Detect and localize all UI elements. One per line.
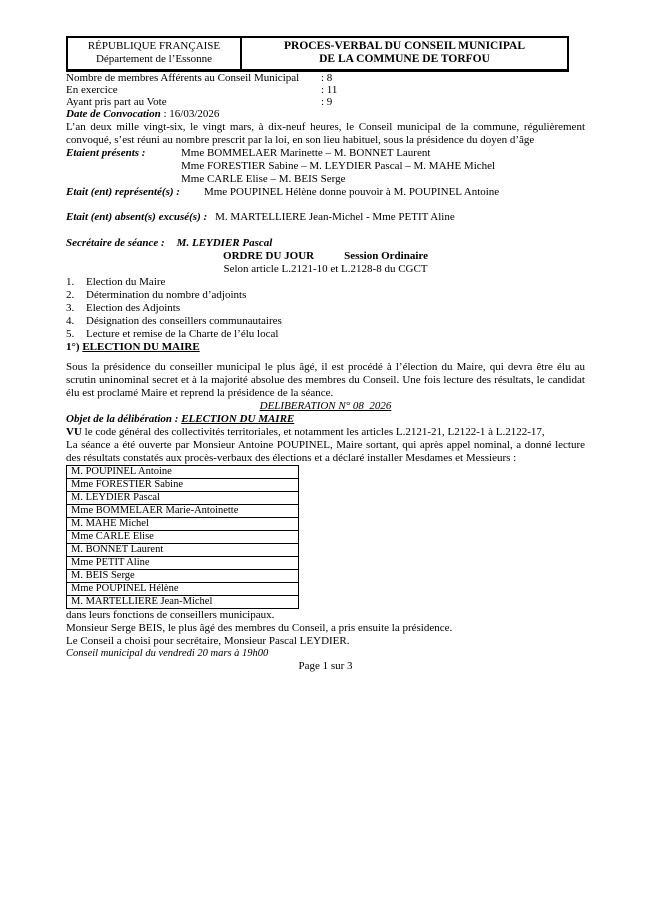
- agenda-item-text: Lecture et remise de la Charte de l’élu local: [86, 328, 279, 340]
- page-number: Page 1 sur 3: [298, 660, 353, 672]
- agenda-item: [66, 276, 585, 289]
- present-members-block: [66, 147, 585, 186]
- installed-member-row: M. BONNET Laurent: [67, 544, 298, 557]
- member-count-value: : 8: [321, 72, 333, 84]
- vu-text: le code général des collectivités territoriales, et notamment les articles L.2121-21, L2122-1 à L.2122-17,: [81, 426, 545, 438]
- member-count-row: [66, 96, 585, 108]
- secretary-choice-line: Le Conseil a choisi pour secrétaire, Monsieur Pascal LEYDIER.: [66, 635, 350, 647]
- republique-line: RÉPUBLIQUE FRANÇAISE: [87, 40, 221, 52]
- convocation-date-value: : 16/03/2026: [160, 108, 220, 120]
- convocation-date-label: Date de Convocation: [66, 108, 161, 120]
- agenda-item: [66, 328, 585, 341]
- installed-member-row: Mme CARLE Elise: [67, 531, 298, 544]
- installed-member-row: M. MARTELLIERE Jean-Michel: [71, 596, 213, 607]
- member-count-row: [66, 84, 585, 96]
- section1-title: ELECTION DU MAIRE: [82, 341, 200, 353]
- agenda-item: [66, 315, 585, 328]
- document-title-line2: DE LA COMMUNE DE TORFOU: [319, 53, 490, 65]
- session-type: Session Ordinaire: [344, 250, 428, 262]
- present-members-label: Etaient présents :: [66, 147, 146, 159]
- presidence-line: Monsieur Serge BEIS, le plus âgé des membres du Conseil, a pris ensuite la présidence.: [66, 622, 453, 634]
- deliberation-subject-value: ELECTION DU MAIRE: [181, 413, 295, 425]
- vu-line: [66, 426, 585, 439]
- agenda-title: ORDRE DU JOUR: [223, 250, 315, 262]
- agenda-item-text: Election des Adjoints: [86, 302, 181, 314]
- installed-member-row: Mme FORESTIER Sabine: [67, 479, 298, 492]
- member-count-value: : 9: [321, 96, 333, 108]
- session-secretary-label: Secrétaire de séance :: [66, 237, 165, 249]
- section1-number: 1°): [66, 341, 83, 353]
- session-secretary-value: M. LEYDIER Pascal: [176, 237, 273, 249]
- header-table: [66, 36, 569, 72]
- agenda-title-line: [66, 250, 585, 263]
- vu-lead: VU: [66, 426, 82, 438]
- represented-label: Etait (ent) représenté(s) :: [66, 186, 180, 198]
- agenda-item-text: Désignation des conseillers communautaires: [86, 315, 282, 327]
- member-count-label: Nombre de membres Afférents au Conseil Municipal: [66, 72, 300, 84]
- agenda-item-number: 4.: [66, 315, 75, 327]
- deliberation-subject-line: [66, 413, 585, 426]
- member-counts: [66, 72, 585, 108]
- installed-member-row: M. MAHE Michel: [67, 518, 298, 531]
- deliberation-title: DELIBERATION N° 08_2026: [259, 400, 392, 412]
- absent-members-line: [66, 211, 585, 224]
- present-members-line: Mme FORESTIER Sabine – M. LEYDIER Pascal – M. MAHE Michel: [181, 160, 496, 172]
- present-members-line: Mme CARLE Elise – M. BEIS Serge: [181, 173, 346, 185]
- after-table-line: dans leurs fonctions de conseillers municipaux.: [66, 609, 275, 621]
- installed-member-row: M. LEYDIER Pascal: [67, 492, 298, 505]
- agenda-item-text: Election du Maire: [86, 276, 166, 288]
- deliberation-subject-label: Objet de la délibération :: [66, 413, 182, 425]
- represented-member-line: [66, 186, 585, 199]
- document-title-cell: [242, 38, 567, 69]
- installed-member-row: M. BEIS Serge: [67, 570, 298, 583]
- absent-label: Etait (ent) absent(s) excusé(s) :: [66, 211, 208, 223]
- member-count-value: : 11: [321, 84, 338, 96]
- installed-member-row: Mme BOMMELAER Marie-Antoinette: [67, 505, 298, 518]
- installed-member-row: Mme PETIT Aline: [67, 557, 298, 570]
- member-count-row: [66, 72, 585, 84]
- agenda-item-number: 2.: [66, 289, 75, 301]
- agenda-item-number: 3.: [66, 302, 75, 314]
- member-count-label: Ayant pris part au Vote: [66, 96, 167, 108]
- absent-value: M. MARTELLIERE Jean-Michel - Mme PETIT Aline: [215, 211, 455, 223]
- session-secretary-line: [66, 237, 585, 250]
- agenda-item-text: Détermination du nombre d’adjoints: [86, 289, 247, 301]
- agenda-item: [66, 302, 585, 315]
- section1-paragraph: Sous la présidence du conseiller municipal le plus âgé, il est procédé à l’élection du Maire, qui devra être élu au scrutin uninominal secret et à la majorité absolue des membres du Conseil. Une fois lecture des résultats, le candidat élu est proclamé Maire et reprend la présidence de la séance.: [66, 361, 585, 399]
- footer-note: Conseil municipal du vendredi 20 mars à 19h00: [66, 648, 269, 659]
- opening-paragraph: L’an deux mille vingt-six, le vingt mars, à dix-neuf heures, le Conseil municipal de la commune, régulièrement convoqué, s’est réuni au nombre prescrit par la loi, en son lieu habituel, sous la présidence du doyen d’âge: [66, 121, 585, 146]
- member-count-label: En exercice: [66, 84, 118, 96]
- represented-value: Mme POUPINEL Hélène donne pouvoir à M. POUPINEL Antoine: [203, 186, 500, 198]
- convocation-date-line: [66, 108, 585, 121]
- section1-heading: [66, 341, 585, 354]
- departement-line: Département de l’Essonne: [95, 53, 213, 65]
- agenda-item-number: 5.: [66, 328, 75, 340]
- agenda-subtitle: Selon article L.2121-10 et L.2128-8 du CGCT: [223, 263, 428, 275]
- present-members-names: [181, 147, 495, 186]
- document-title-line1: PROCES-VERBAL DU CONSEIL MUNICIPAL: [283, 40, 525, 52]
- installed-members-table: [66, 465, 299, 609]
- agenda-list: [66, 276, 585, 341]
- agenda-item: [66, 289, 585, 302]
- republique-cell: [68, 38, 242, 69]
- installed-member-row: M. POUPINEL Antoine: [67, 466, 298, 479]
- seance-paragraph: La séance a été ouverte par Monsieur Antoine POUPINEL, Maire sortant, qui après appel nominal, a donné lecture des résultats constatés aux procès-verbaux des élections et a déclaré installer Mesdames et Messieurs :: [66, 439, 585, 464]
- agenda-item-number: 1.: [66, 276, 75, 288]
- installed-member-row: Mme POUPINEL Hélène: [67, 583, 298, 596]
- present-members-line: Mme BOMMELAER Marinette – M. BONNET Laurent: [181, 147, 431, 159]
